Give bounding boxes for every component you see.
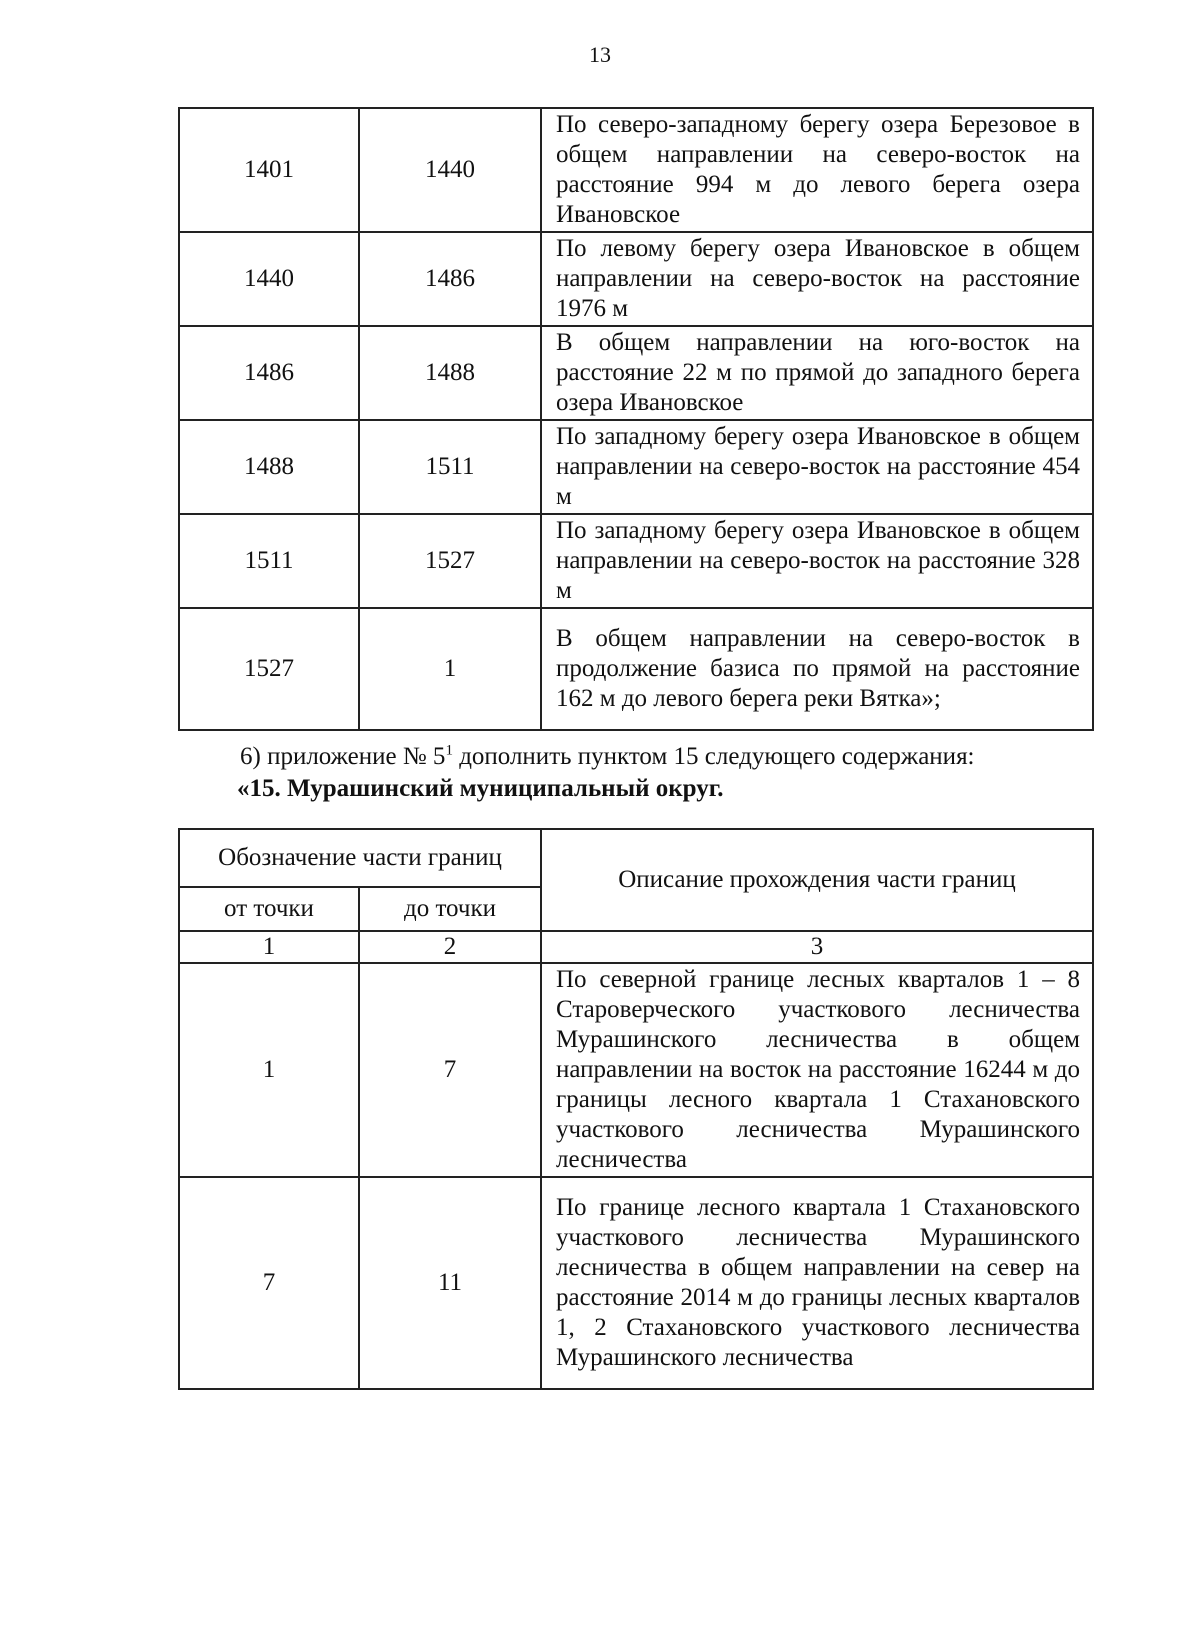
section-heading: «15. Мурашинский муниципальный округ. [237, 775, 724, 802]
column-number-row [179, 931, 1093, 963]
description-cell: По левому берегу озера Ивановское в общем направлении на северо-восток на расстояние 1976 м [541, 232, 1093, 326]
to-point-cell: 1511 [359, 420, 541, 514]
description-cell: В общем направлении на северо-восток в продолжение базиса по прямой на расстояние 162 м до левого берега реки Вятка»; [541, 608, 1093, 730]
to-point-cell: 1488 [359, 326, 541, 420]
description-cell: В общем направлении на юго-восток на расстояние 22 м по прямой до западного берега озера Ивановское [541, 326, 1093, 420]
header-description: Описание прохождения части границ [541, 829, 1093, 931]
from-point-cell: 1440 [179, 232, 359, 326]
table-row [179, 608, 1093, 730]
from-point-cell: 1488 [179, 420, 359, 514]
to-point-cell: 7 [359, 963, 541, 1177]
amendment-text-end: дополнить пунктом 15 следующего содержания: [452, 743, 975, 770]
from-point-cell: 1486 [179, 326, 359, 420]
to-point-cell: 1527 [359, 514, 541, 608]
to-point-cell: 1440 [359, 108, 541, 232]
from-point-cell: 1527 [179, 608, 359, 730]
table-row [179, 963, 1093, 1177]
to-point-cell: 1 [359, 608, 541, 730]
table-row [179, 232, 1093, 326]
column-number: 2 [359, 931, 541, 963]
from-point-cell: 1 [179, 963, 359, 1177]
from-point-cell: 1511 [179, 514, 359, 608]
boundary-table [178, 828, 1094, 1390]
header-from-point: от точки [179, 887, 359, 931]
amendment-text-start: 6) приложение № 5 [240, 743, 446, 770]
column-number: 3 [541, 931, 1093, 963]
description-cell: По западному берегу озера Ивановское в общем направлении на северо-восток на расстояние 454 м [541, 420, 1093, 514]
page-number: 13 [589, 42, 611, 67]
table-row [179, 514, 1093, 608]
description-cell: По северной границе лесных кварталов 1 – 8 Староверческого участкового лесничества Мурашинского лесничества в общем направлении на восток на расстояние 16244 м до границы лесного квартала 1 Стахановского участкового лесничества Мурашинского лесничества [541, 963, 1093, 1177]
column-number: 1 [179, 931, 359, 963]
from-point-cell: 7 [179, 1177, 359, 1389]
description-cell: По северо-западному берегу озера Березовое в общем направлении на северо-восток на расстояние 994 м до левого берега озера Ивановское [541, 108, 1093, 232]
amendment-superscript: 1 [445, 742, 453, 759]
amendment-text [240, 742, 975, 772]
header-to-point: до точки [359, 887, 541, 931]
table-row [179, 108, 1093, 232]
description-cell: По границе лесного квартала 1 Стахановского участкового лесничества Мурашинского лесничества в общем направлении на север на расстояние 2014 м до границы лесных кварталов 1, 2 Стахановского участкового лесничества Мурашинского лесничества [541, 1177, 1093, 1389]
from-point-cell: 1401 [179, 108, 359, 232]
description-cell: По западному берегу озера Ивановское в общем направлении на северо-восток на расстояние 328 м [541, 514, 1093, 608]
table-row [179, 420, 1093, 514]
boundary-table-continued [178, 107, 1094, 731]
table-row [179, 326, 1093, 420]
header-row [179, 829, 1093, 887]
header-boundary-designation: Обозначение части границ [179, 829, 541, 887]
table-row [179, 1177, 1093, 1389]
to-point-cell: 11 [359, 1177, 541, 1389]
to-point-cell: 1486 [359, 232, 541, 326]
